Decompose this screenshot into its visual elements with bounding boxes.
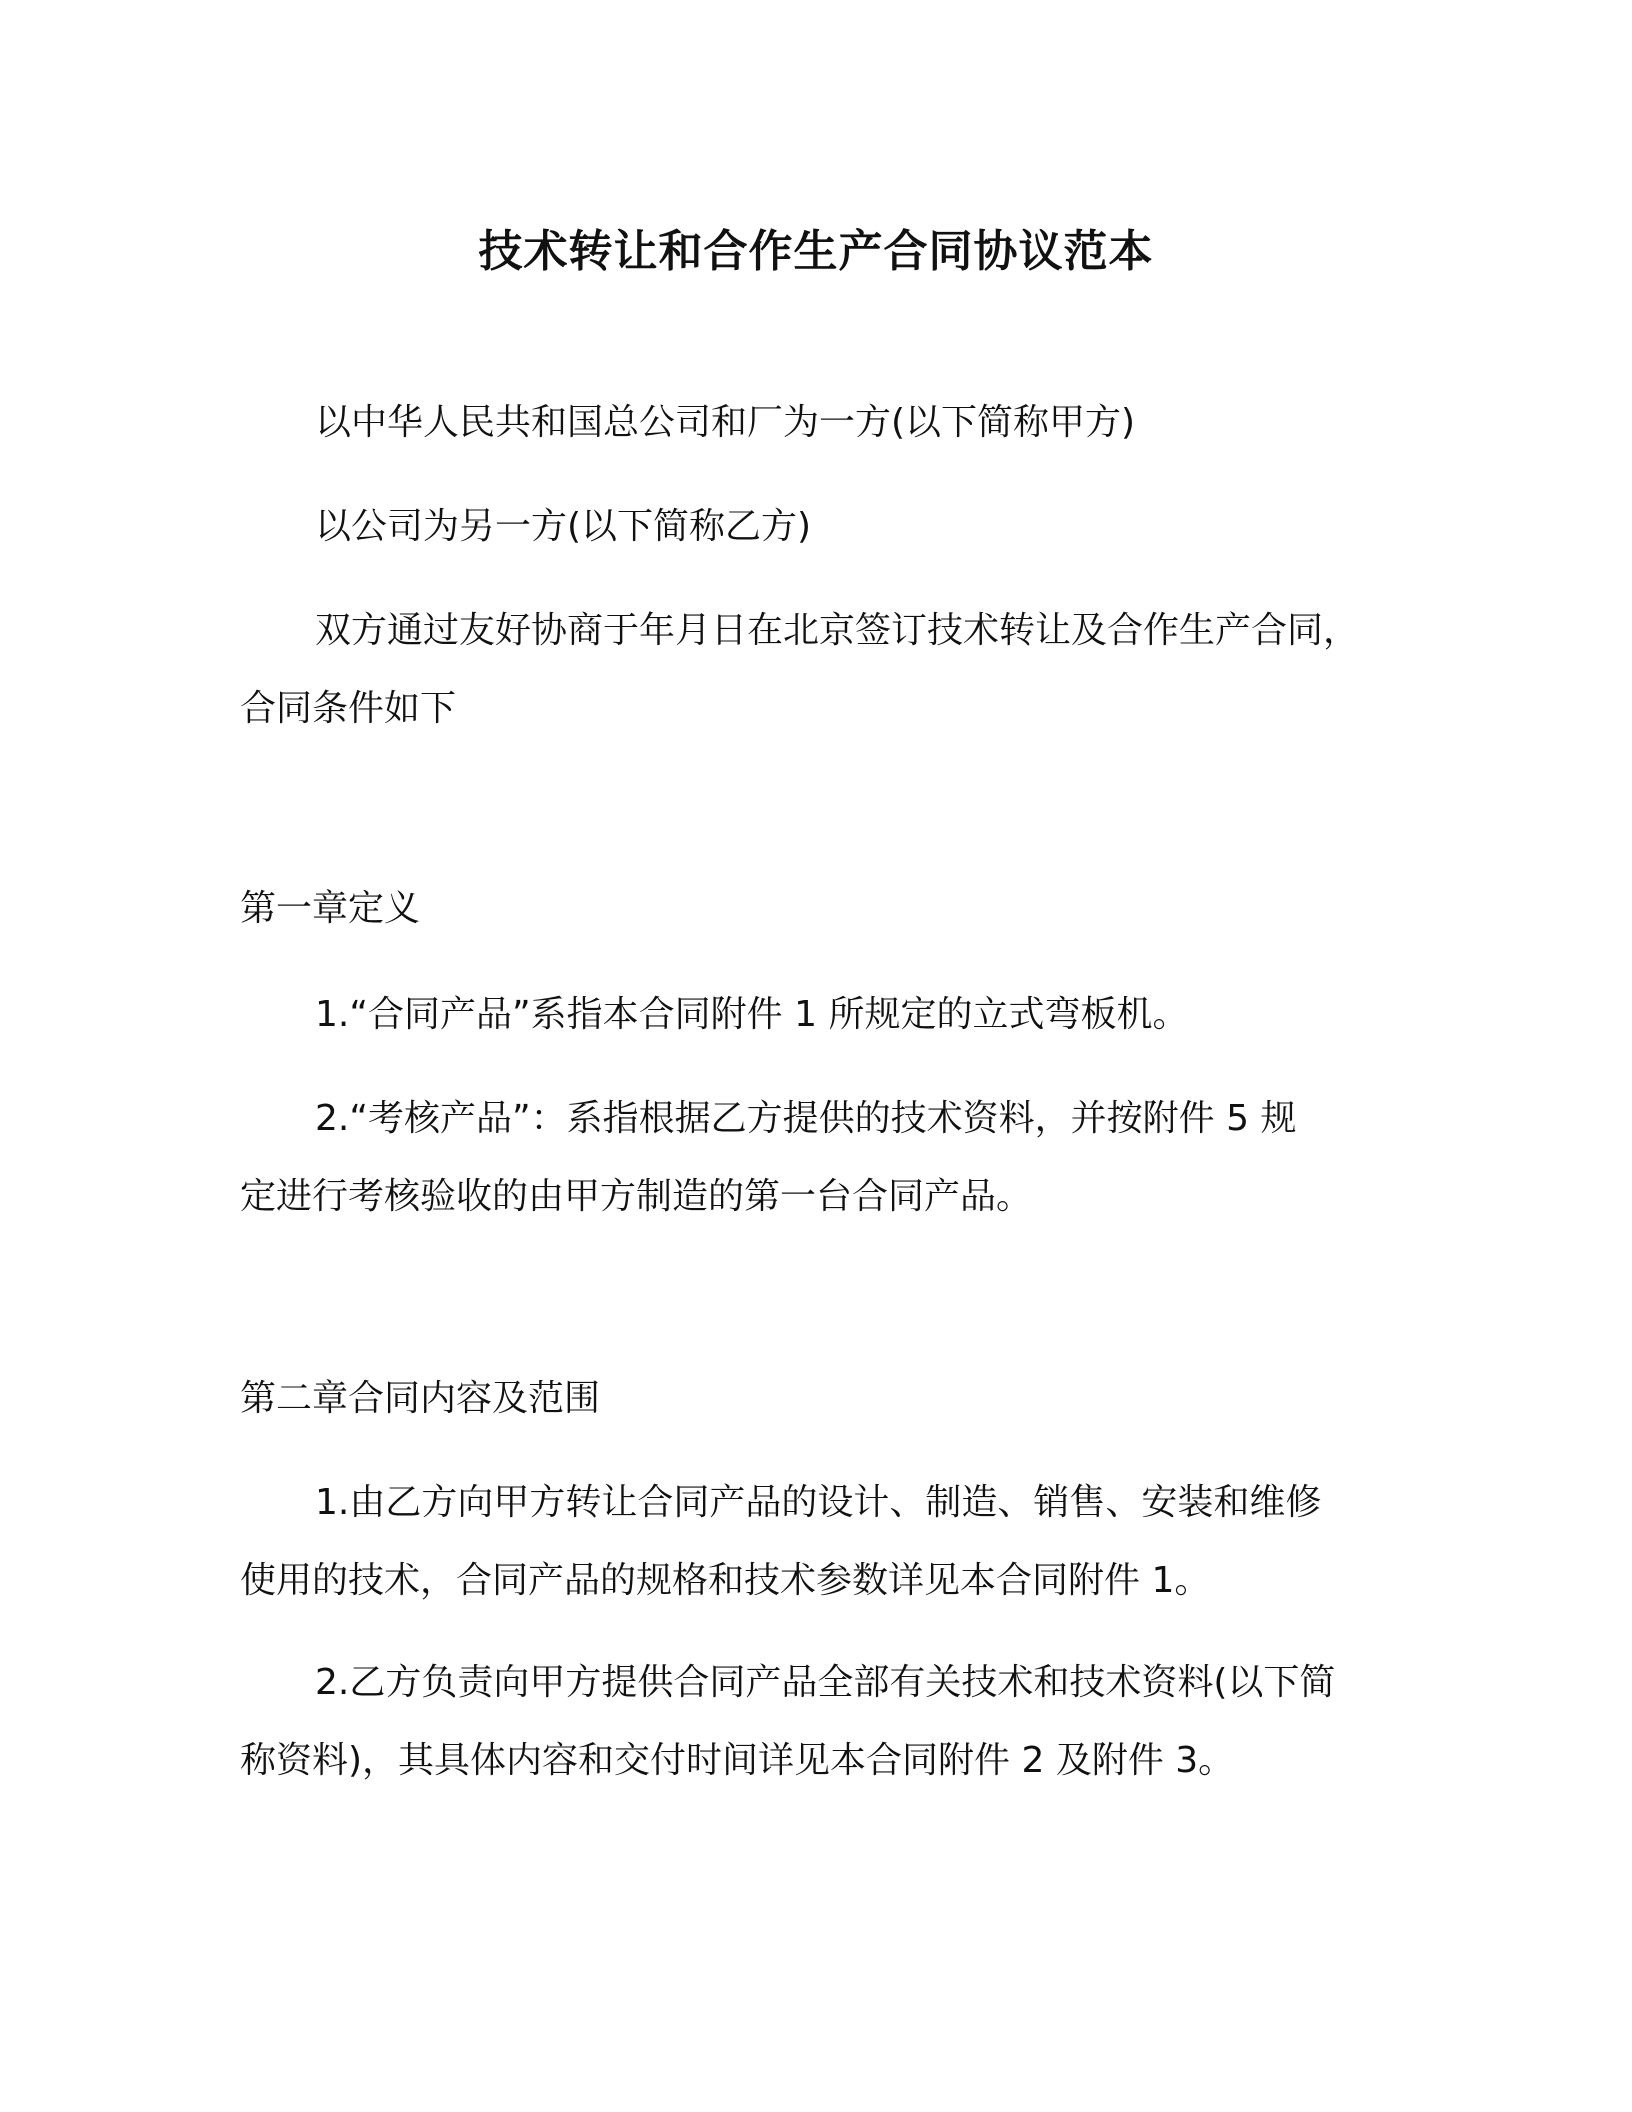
chapter2-item1-line1: 1.由乙方向甲方转让合同产品的设计、制造、销售、安装和维修 xyxy=(315,1482,1322,1523)
party-a-statement: 以中华人民共和国总公司和厂为一方(以下简称甲方) xyxy=(315,402,1136,443)
chapter1-item2-line1: 2.“考核产品”：系指根据乙方提供的技术资料，并按附件 5 规 xyxy=(315,1098,1297,1139)
agreement-statement-line2: 合同条件如下 xyxy=(240,688,457,729)
party-b-statement: 以公司为另一方(以下简称乙方) xyxy=(315,506,812,547)
chapter1-heading: 第一章定义 xyxy=(240,888,421,929)
chapter2-item2-line2: 称资料)，其具体内容和交付时间详见本合同附件 2 及附件 3。 xyxy=(240,1740,1235,1781)
chapter1-item2-line2: 定进行考核验收的由甲方制造的第一台合同产品。 xyxy=(240,1176,1033,1217)
document-title: 技术转让和合作生产合同协议范本 xyxy=(478,226,1154,277)
agreement-statement-line1: 双方通过友好协商于年月日在北京签订技术转让及合作生产合同， xyxy=(315,610,1360,651)
chapter2-item1-line2: 使用的技术，合同产品的规格和技术参数详见本合同附件 1。 xyxy=(240,1560,1211,1601)
chapter1-item1: 1.“合同产品”系指本合同附件 1 所规定的立式弯板机。 xyxy=(315,994,1189,1035)
chapter2-heading: 第二章合同内容及范围 xyxy=(240,1378,601,1419)
chapter2-item2-line1: 2.乙方负责向甲方提供合同产品全部有关技术和技术资料(以下简 xyxy=(315,1662,1336,1703)
